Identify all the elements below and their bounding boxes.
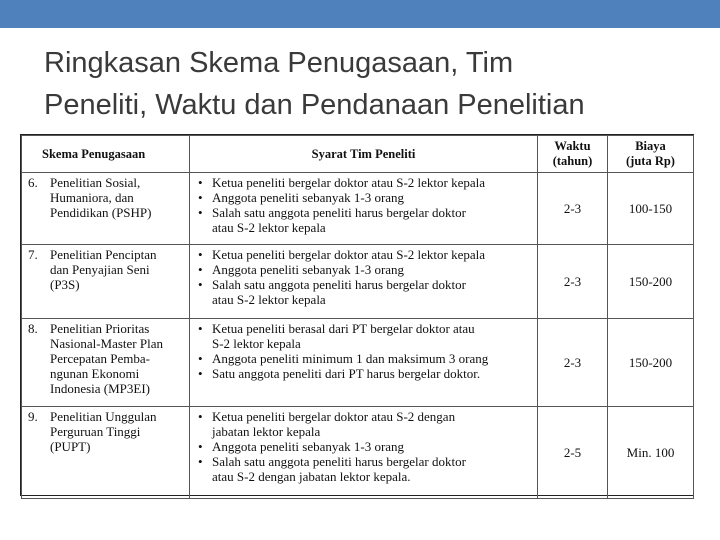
summary-table-frame — [20, 134, 694, 496]
table-row — [22, 245, 694, 319]
table-row — [22, 319, 694, 407]
slide-title — [44, 42, 704, 126]
requirement-line: • Salah satu anggota peneliti harus bergelar doktor — [212, 277, 466, 292]
requirements-cell — [190, 173, 538, 245]
schema-cell — [22, 319, 190, 407]
requirement-item — [190, 321, 537, 351]
requirement-item — [190, 247, 537, 262]
schema-name-line: Percepatan Pemba- — [50, 351, 150, 366]
duration-cell: 2-3 — [538, 319, 608, 407]
slide-title-line2: Peneliti, Waktu dan Pendanaan Penelitian — [44, 89, 585, 121]
requirement-item — [190, 454, 537, 484]
duration-cell: 2-3 — [538, 173, 608, 245]
requirement-item — [190, 277, 537, 307]
requirement-line: • Ketua peneliti berasal dari PT bergelar doktor atau — [212, 321, 475, 336]
schema-name-line: Penelitian Unggulan — [50, 409, 157, 424]
requirement-line: • Salah satu anggota peneliti harus bergelar doktor — [212, 454, 466, 469]
schema-name-line: (P3S) — [50, 277, 80, 292]
schema-name-line: Pendidikan (PSHP) — [50, 205, 152, 220]
duration-cell: 2-3 — [538, 245, 608, 319]
top-accent-bar — [0, 0, 720, 28]
schema-name-line: Penelitian Penciptan — [50, 247, 157, 262]
requirement-line: • Anggota peneliti sebanyak 1-3 orang — [212, 190, 405, 205]
budget-cell: 150-200 — [608, 245, 694, 319]
header-biaya — [608, 136, 694, 173]
requirement-item — [190, 262, 537, 277]
duration-cell: 2-5 — [538, 407, 608, 499]
requirements-cell — [190, 245, 538, 319]
budget-cell: Min. 100 — [608, 407, 694, 499]
schema-name-line: ngunan Ekonomi — [50, 366, 140, 381]
schema-name-line: Humaniora, dan — [50, 190, 134, 205]
header-waktu — [538, 136, 608, 173]
schema-name-line: Penelitian Prioritas — [50, 321, 150, 336]
requirement-line: S-2 lektor kepala — [212, 336, 301, 351]
schema-cell — [22, 407, 190, 499]
row-number: 7. — [28, 247, 38, 262]
requirement-line: • Anggota peneliti sebanyak 1-3 orang — [212, 439, 405, 454]
requirements-cell — [190, 407, 538, 499]
requirement-line: • Anggota peneliti sebanyak 1-3 orang — [212, 262, 405, 277]
requirement-item — [190, 175, 537, 190]
header-biaya-line1: Biaya — [635, 139, 666, 153]
requirement-line: atau S-2 lektor kepala — [212, 292, 326, 307]
requirement-line: • Ketua peneliti bergelar doktor atau S-2 dengan — [212, 409, 456, 424]
schema-name-line: (PUPT) — [50, 439, 91, 454]
header-syarat: Syarat Tim Peneliti — [190, 136, 538, 173]
schema-name-line: dan Penyajian Seni — [50, 262, 150, 277]
requirement-item — [190, 366, 537, 381]
header-waktu-line1: Waktu — [554, 139, 591, 153]
summary-table — [21, 135, 694, 499]
requirement-item — [190, 439, 537, 454]
requirement-item — [190, 205, 537, 235]
requirements-list — [190, 245, 537, 307]
requirement-line: • Ketua peneliti bergelar doktor atau S-2 lektor kepala — [212, 175, 486, 190]
table-row — [22, 407, 694, 499]
schema-cell — [22, 245, 190, 319]
requirements-list — [190, 407, 537, 484]
requirements-cell — [190, 319, 538, 407]
requirement-line: jabatan lektor kepala — [212, 424, 321, 439]
row-number: 6. — [28, 175, 38, 190]
schema-name-line: Penelitian Sosial, — [50, 175, 141, 190]
requirement-item — [190, 351, 537, 366]
row-number: 8. — [28, 321, 38, 336]
schema-name-line: Perguruan Tinggi — [50, 424, 141, 439]
requirements-list — [190, 319, 537, 381]
budget-cell: 100-150 — [608, 173, 694, 245]
header-skema: Skema Penugasaan — [22, 136, 190, 173]
row-number: 9. — [28, 409, 38, 424]
table-row — [22, 173, 694, 245]
requirements-list — [190, 173, 537, 235]
requirement-item — [190, 409, 537, 439]
requirement-line: • Satu anggota peneliti dari PT harus bergelar doktor. — [212, 366, 481, 381]
requirement-item — [190, 190, 537, 205]
slide-title-line1: Ringkasan Skema Penugasaan, Tim — [44, 47, 514, 79]
schema-cell — [22, 173, 190, 245]
header-biaya-line2: (juta Rp) — [626, 154, 675, 168]
header-waktu-line2: (tahun) — [552, 154, 593, 168]
table-header-row — [22, 136, 694, 173]
budget-cell: 150-200 — [608, 319, 694, 407]
requirement-line: atau S-2 dengan jabatan lektor kepala. — [212, 469, 411, 484]
requirement-line: atau S-2 lektor kepala — [212, 220, 326, 235]
schema-name-line: Nasional-Master Plan — [50, 336, 164, 351]
requirement-line: • Ketua peneliti bergelar doktor atau S-2 lektor kepala — [212, 247, 486, 262]
schema-name-line: Indonesia (MP3EI) — [50, 381, 151, 396]
requirement-line: • Salah satu anggota peneliti harus bergelar doktor — [212, 205, 466, 220]
requirement-line: • Anggota peneliti minimum 1 dan maksimum 3 orang — [212, 351, 489, 366]
